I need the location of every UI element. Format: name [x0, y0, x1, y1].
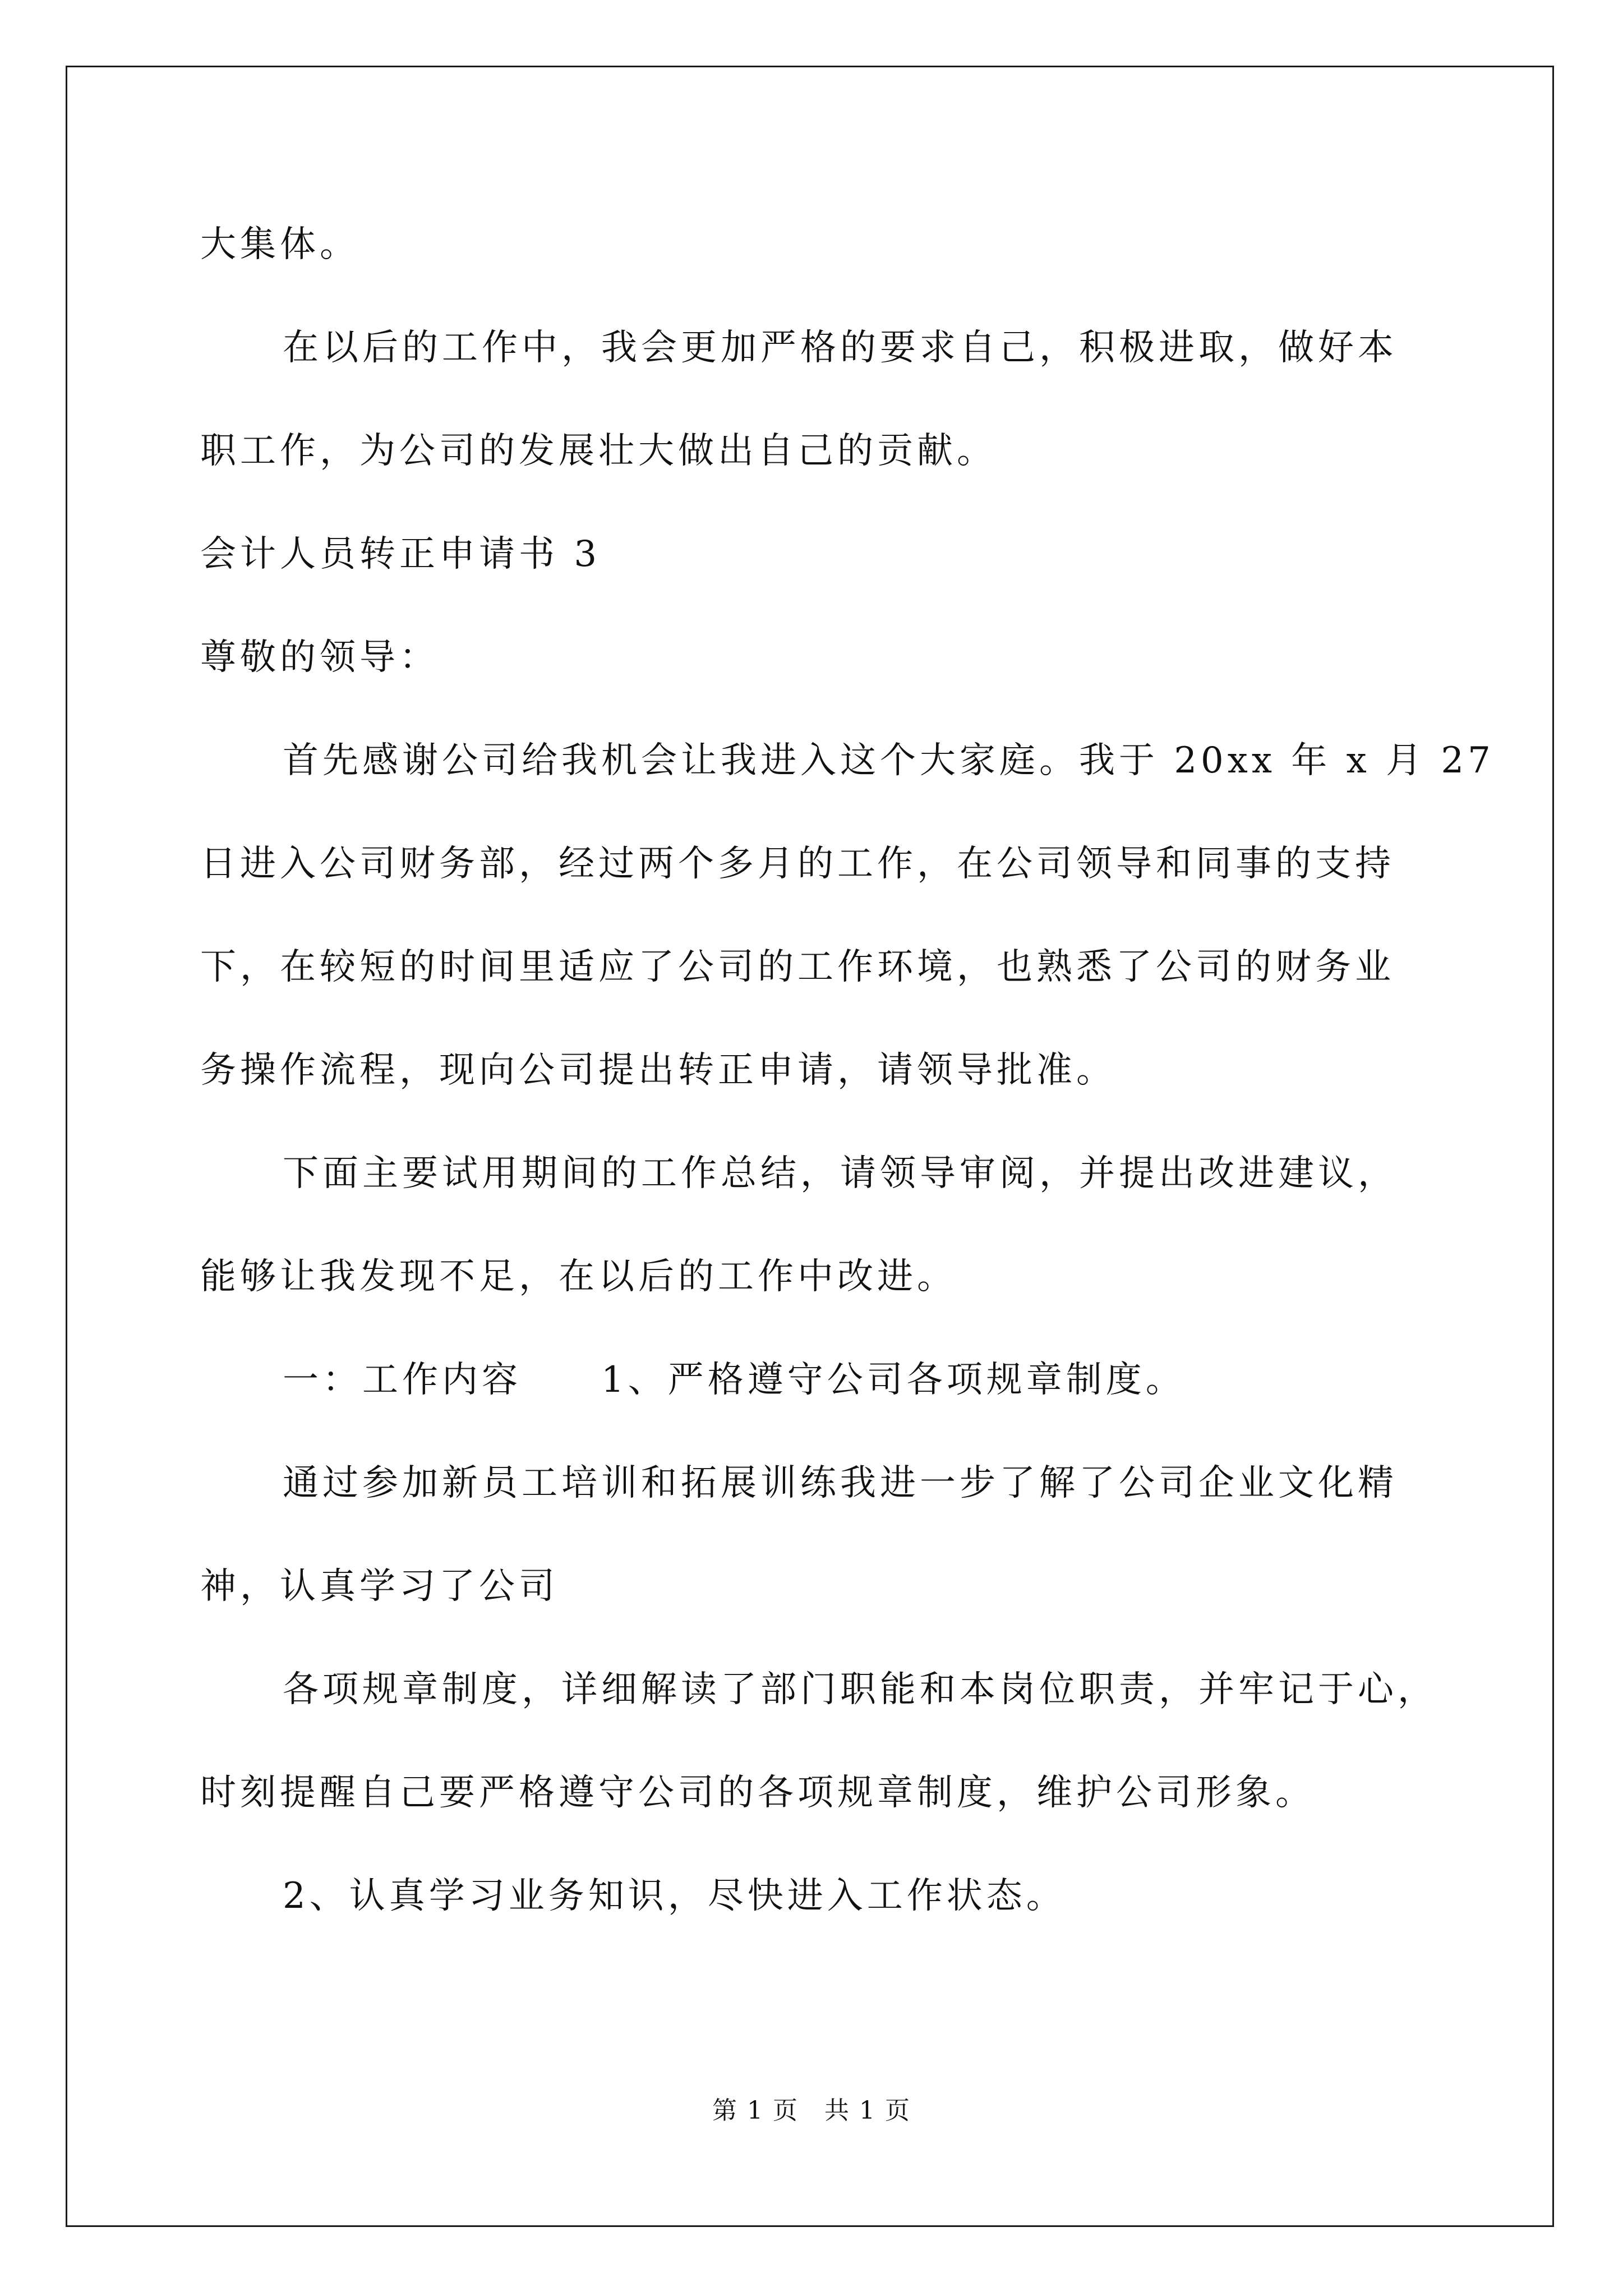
paragraph-line: 职工作，为公司的发展壮大做出自己的贡献。 [200, 430, 997, 472]
salutation: 尊敬的领导： [200, 637, 439, 678]
paragraph-line: 首先感谢公司给我机会让我进入这个大家庭。我于 20xx 年 x 月 27 [283, 740, 1495, 781]
paragraph-line: 2、认真学习业务知识，尽快进入工作状态。 [283, 1875, 1066, 1917]
paragraph-line: 下面主要试用期间的工作总结，请领导审阅，并提出改进建议， [283, 1153, 1398, 1194]
paragraph-line: 大集体。 [200, 224, 359, 265]
paragraph-line: 下，在较短的时间里适应了公司的工作环境，也熟悉了公司的财务业 [200, 946, 1395, 988]
paragraph-line: 神，认真学习了公司 [200, 1566, 559, 1607]
paragraph-line: 各项规章制度，详细解读了部门职能和本岗位职责，并牢记于心， [283, 1669, 1437, 1710]
paragraph-line: 时刻提醒自己要严格遵守公司的各项规章制度，维护公司形象。 [200, 1772, 1315, 1814]
paragraph-line: 通过参加新员工培训和拓展训练我进一步了解了公司企业文化精 [283, 1462, 1398, 1504]
section-heading: 会计人员转正申请书 3 [200, 533, 601, 575]
paragraph-line: 能够让我发现不足，在以后的工作中改进。 [200, 1256, 957, 1297]
paragraph-line: 在以后的工作中，我会更加严格的要求自己，积极进取，做好本 [283, 327, 1398, 369]
paragraph-line: 日进入公司财务部，经过两个多月的工作，在公司领导和同事的支持 [200, 843, 1395, 885]
page-footer: 第 1 页 共 1 页 [712, 2096, 911, 2125]
paragraph-line: 一：工作内容 1、严格遵守公司各项规章制度。 [283, 1359, 1186, 1401]
paragraph-line: 务操作流程，现向公司提出转正申请，请领导批准。 [200, 1050, 1116, 1091]
